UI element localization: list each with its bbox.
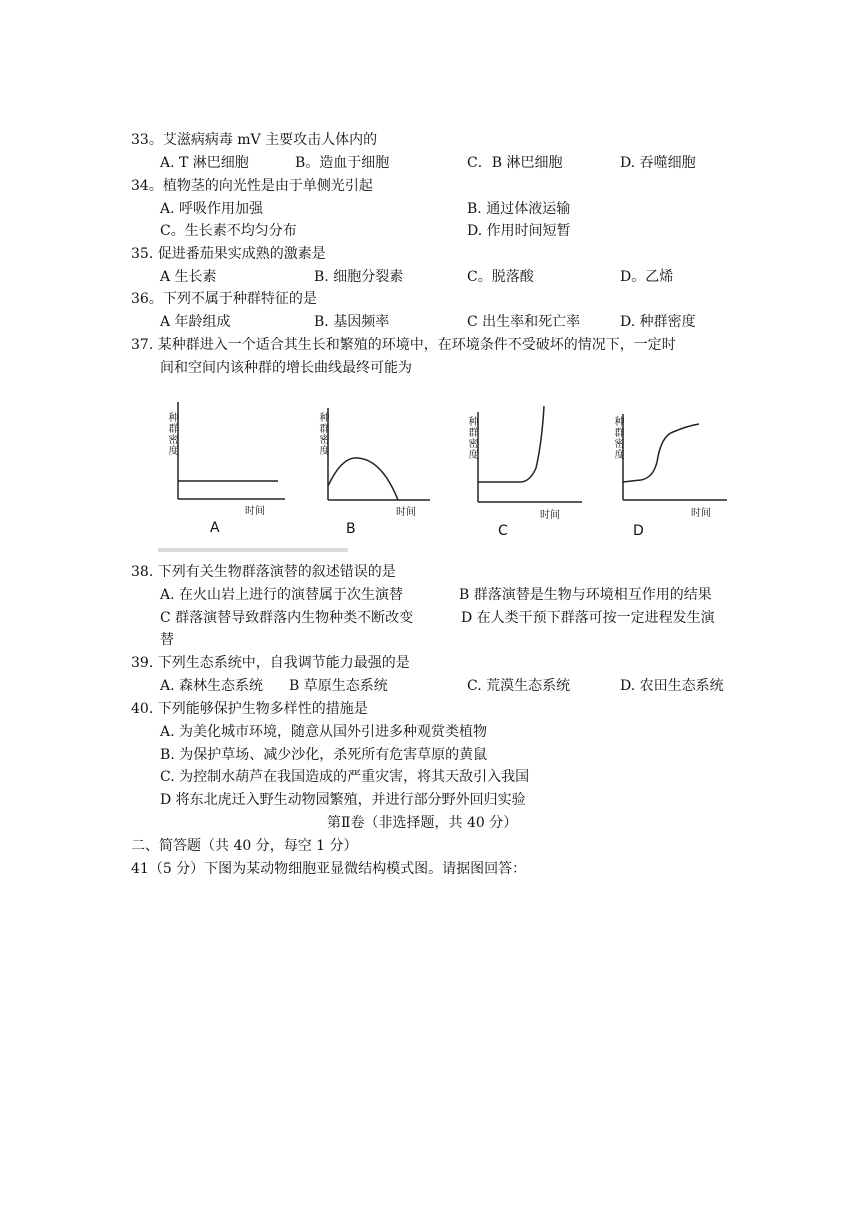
- graph-b-ylabel: 种群密度: [317, 412, 328, 456]
- graph-c-ylabel: 种群密度: [466, 416, 477, 460]
- graph-c-curve: [478, 406, 544, 482]
- graph-c: [460, 402, 590, 542]
- q35-option-c: C。脱落酸: [467, 269, 534, 285]
- q35-option-d: D。乙烯: [620, 269, 674, 285]
- q40-stem: 40. 下列能够保护生物多样性的措施是: [131, 701, 368, 717]
- q40-option-a: A. 为美化城市环境，随意从国外引进多种观赏类植物: [160, 724, 488, 740]
- graph-c-label: C: [498, 523, 508, 539]
- q34-option-d: D. 作用时间短暂: [467, 223, 571, 239]
- q38-option-d-continued: 替: [160, 632, 174, 648]
- graph-d-xlabel: 时间: [691, 508, 711, 519]
- q41-stem: 41（5 分）下图为某动物细胞亚显微结构模式图。请据图回答：: [131, 861, 527, 877]
- q34-option-a: A. 呼吸作用加强: [160, 201, 264, 217]
- q39-stem: 39. 下列生态系统中，自我调节能力最强的是: [131, 655, 410, 671]
- graph-b-curve: [328, 458, 398, 500]
- q33-option-d: D. 吞噬细胞: [620, 155, 696, 171]
- q38-option-c: C 群落演替导致群落内生物种类不断改变: [160, 610, 414, 626]
- q33-stem: 33。艾滋病病毒 mV 主要攻击人体内的: [131, 132, 378, 148]
- graph-a: [160, 392, 290, 536]
- q34-option-c: C。生长素不均匀分布: [160, 223, 297, 239]
- q40-option-d: D 将东北虎迁入野生动物园繁殖，并进行部分野外回归实验: [160, 792, 526, 808]
- section2-title: 第Ⅱ卷（非选择题，共 40 分）: [327, 815, 518, 831]
- q34-stem: 34。植物茎的向光性是由于单侧光引起: [131, 178, 373, 194]
- q36-option-c: C 出生率和死亡率: [467, 314, 581, 330]
- q35-option-b: B. 细胞分裂素: [314, 269, 404, 285]
- graph-c-xlabel: 时间: [540, 510, 560, 521]
- q37-stem-line2: 间和空间内该种群的增长曲线最终可能为: [160, 360, 412, 376]
- q35-option-a: A 生长素: [160, 269, 217, 285]
- graph-d-curve: [623, 424, 699, 482]
- graph-a-xlabel: 时间: [245, 506, 265, 517]
- q33-option-b: B。造血于细胞: [295, 155, 390, 171]
- q36-option-a: A 年龄组成: [160, 314, 231, 330]
- q36-option-d: D. 种群密度: [620, 314, 696, 330]
- graph-a-ylabel: 种群密度: [166, 412, 177, 456]
- q39-option-d: D. 农田生态系统: [620, 678, 724, 694]
- q33-option-a: A. T 淋巴细胞: [160, 155, 249, 171]
- graph-d-ylabel: 种群密度: [612, 416, 623, 460]
- q33-option-c: C．B 淋巴细胞: [467, 155, 563, 171]
- q39-option-a: A. 森林生态系统: [160, 678, 264, 694]
- section2-heading: 二、简答题（共 40 分，每空 1 分）: [131, 838, 358, 854]
- q38-option-a: A. 在火山岩上进行的演替属于次生演替: [160, 587, 404, 603]
- q38-option-b: B 群落演替是生物与环境相互作用的结果: [459, 587, 712, 603]
- graph-a-label: A: [210, 520, 220, 536]
- q38-stem: 38. 下列有关生物群落演替的叙述错误的是: [131, 564, 396, 580]
- graph-b-xlabel: 时间: [396, 507, 416, 518]
- q35-stem: 35. 促进番茄果实成熟的激素是: [131, 246, 326, 262]
- scan-artifact: [158, 547, 348, 553]
- q34-option-b: B. 通过体液运输: [467, 201, 571, 217]
- q40-option-c: C. 为控制水葫芦在我国造成的严重灾害，将其天敌引入我国: [160, 769, 530, 785]
- q36-option-b: B. 基因频率: [314, 314, 390, 330]
- q40-option-b: B. 为保护草场、减少沙化，杀死所有危害草原的黄鼠: [160, 747, 488, 763]
- q37-stem-line1: 37. 某种群进入一个适合其生长和繁殖的环境中，在环境条件不受破坏的情况下，一定时: [131, 337, 676, 353]
- graph-b: [312, 400, 442, 540]
- q38-option-d: D 在人类干预下群落可按一定进程发生演: [461, 610, 715, 626]
- graph-d: [605, 402, 735, 542]
- q36-stem: 36。下列不属于种群特征的是: [131, 291, 317, 307]
- graph-d-label: D: [633, 523, 644, 539]
- q39-option-c: C. 荒漠生态系统: [467, 678, 571, 694]
- q39-option-b: B 草原生态系统: [289, 678, 388, 694]
- graph-b-label: B: [346, 521, 356, 537]
